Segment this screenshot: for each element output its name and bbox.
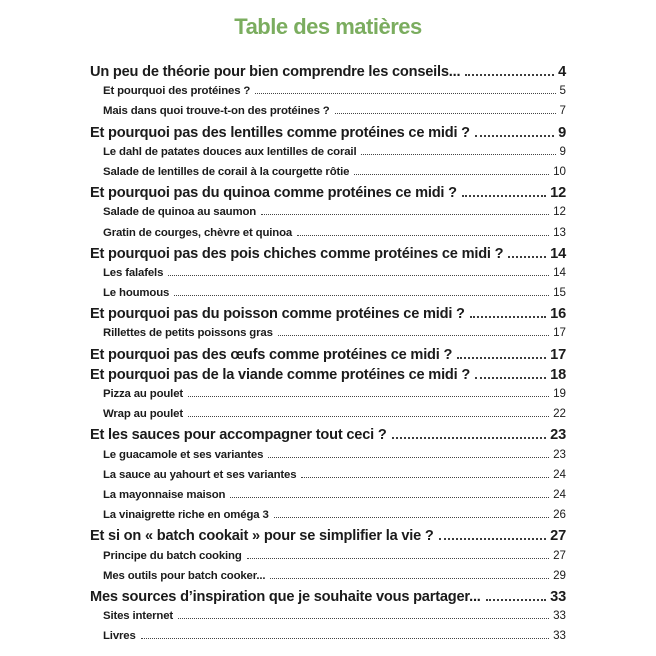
dotted-leader — [361, 154, 555, 155]
dotted-leader — [270, 578, 549, 579]
dotted-leader — [486, 599, 547, 601]
toc-entry-page: 26 — [553, 508, 566, 522]
toc-entry-label: Et pourquoi des protéines ? — [103, 85, 251, 98]
toc-entry-label: Et les sauces pour accompagner tout ceci ? — [90, 427, 387, 444]
toc-entry[interactable] — [90, 589, 566, 609]
toc-entry-label: Et pourquoi pas du quinoa comme protéines ce midi ? — [90, 185, 457, 202]
toc-entry-page: 15 — [553, 286, 566, 300]
toc-entry-label: Et pourquoi pas des pois chiches comme protéines ce midi ? — [90, 245, 504, 262]
toc-entry-label: Wrap au poulet — [103, 408, 183, 421]
toc-entry-label: Pizza au poulet — [103, 388, 184, 400]
toc-entry[interactable] — [90, 104, 566, 124]
toc-entry-page: 18 — [550, 366, 566, 383]
toc-entry-page: 7 — [559, 104, 566, 118]
table-of-contents — [90, 64, 566, 649]
toc-entry-page: 19 — [553, 387, 566, 400]
toc-entry-page: 33 — [550, 588, 566, 605]
dotted-leader — [247, 558, 549, 559]
toc-entry-label: Et si on « batch cookait » pour se simplifier la vie ? — [90, 528, 434, 545]
toc-entry[interactable] — [90, 347, 566, 367]
toc-entry-label: Et pourquoi pas des lentilles comme protéines ce midi ? — [90, 124, 470, 141]
toc-entry-label: Mes outils pour batch cooker... — [103, 569, 266, 582]
toc-entry-page: 12 — [553, 205, 566, 219]
dotted-leader — [168, 275, 549, 276]
dotted-leader — [392, 437, 547, 439]
toc-entry-label: Le guacamole et ses variantes — [103, 448, 264, 461]
toc-entry-page: 23 — [553, 447, 566, 461]
toc-entry-label: Et pourquoi pas du poisson comme protéines ce midi ? — [90, 306, 465, 323]
toc-entry-page: 22 — [553, 407, 566, 421]
toc-entry-label: Principe du batch cooking — [103, 549, 242, 562]
toc-entry-page: 4 — [558, 64, 566, 80]
dotted-leader — [178, 618, 549, 619]
toc-entry-label: Le dahl de patates douces aux lentilles de corail — [103, 145, 357, 158]
toc-entry-label: Les falafels — [103, 266, 164, 279]
toc-entry[interactable] — [90, 427, 566, 447]
dotted-leader — [465, 74, 554, 76]
toc-entry-label: Salade de quinoa au saumon — [103, 206, 257, 219]
toc-entry-page: 13 — [553, 225, 566, 239]
toc-entry[interactable] — [90, 387, 566, 407]
dotted-leader — [188, 416, 549, 417]
toc-entry-page: 27 — [550, 528, 566, 545]
dotted-leader — [354, 174, 549, 175]
toc-entry-page: 14 — [550, 245, 566, 262]
toc-entry[interactable] — [90, 367, 566, 387]
page-title: Table des matières — [234, 14, 422, 39]
dotted-leader — [462, 195, 546, 197]
toc-entry-page: 5 — [559, 84, 566, 98]
dotted-leader — [174, 295, 549, 296]
toc-entry-page: 9 — [559, 144, 566, 158]
dotted-leader — [335, 113, 556, 114]
toc-entry-page: 9 — [558, 124, 566, 141]
toc-entry-page: 24 — [553, 467, 566, 481]
toc-entry-page: 16 — [550, 306, 566, 323]
toc-entry[interactable] — [90, 205, 566, 225]
dotted-leader — [301, 477, 549, 478]
dotted-leader — [508, 256, 546, 258]
dotted-leader — [439, 538, 547, 540]
toc-entry-label: Mes sources d’inspiration que je souhaite vous partager... — [90, 588, 481, 605]
toc-entry-label: Et pourquoi pas des œufs comme protéines ce midi ? — [90, 346, 453, 363]
toc-entry[interactable] — [90, 508, 566, 528]
toc-entry[interactable] — [90, 84, 566, 104]
dotted-leader — [475, 377, 546, 379]
toc-entry[interactable] — [90, 286, 566, 306]
toc-entry-page: 33 — [553, 629, 566, 643]
toc-entry-label: Sites internet — [103, 610, 174, 623]
toc-entry[interactable] — [90, 185, 566, 205]
toc-entry-label: Et pourquoi pas de la viande comme protéines ce midi ? — [90, 366, 471, 383]
toc-entry-label: Le houmous — [103, 287, 170, 300]
toc-entry-label: Livres — [103, 630, 136, 643]
toc-entry-label: La sauce au yahourt et ses variantes — [103, 468, 297, 481]
toc-entry[interactable] — [90, 306, 566, 326]
dotted-leader — [470, 316, 546, 318]
dotted-leader — [188, 396, 549, 397]
toc-entry-label: Gratin de courges, chèvre et quinoa — [103, 226, 293, 239]
toc-entry[interactable] — [90, 528, 566, 548]
dotted-leader — [141, 638, 549, 639]
dotted-leader — [261, 214, 549, 215]
toc-entry-page: 33 — [553, 609, 566, 623]
dotted-leader — [297, 235, 549, 236]
toc-entry[interactable] — [90, 609, 566, 629]
toc-entry[interactable] — [90, 448, 566, 468]
toc-entry[interactable] — [90, 165, 566, 185]
toc-entry[interactable] — [90, 569, 566, 589]
toc-entry[interactable] — [90, 488, 566, 508]
toc-entry-label: La vinaigrette riche en oméga 3 — [103, 509, 269, 522]
toc-entry-page: 14 — [553, 265, 566, 279]
toc-entry[interactable] — [90, 629, 566, 649]
toc-entry[interactable] — [90, 246, 566, 266]
toc-entry-page: 27 — [553, 548, 566, 562]
toc-entry-page: 23 — [550, 427, 566, 444]
toc-entry-label: La mayonnaise maison — [103, 488, 226, 501]
dotted-leader — [475, 135, 554, 137]
toc-entry-page: 29 — [553, 568, 566, 582]
toc-entry[interactable] — [90, 226, 566, 246]
toc-entry[interactable] — [90, 145, 566, 165]
toc-entry[interactable] — [90, 468, 566, 488]
toc-entry-page: 10 — [553, 164, 566, 178]
toc-entry-label: Mais dans quoi trouve-t-on des protéines ? — [103, 105, 330, 118]
toc-entry-page: 12 — [550, 185, 566, 202]
toc-entry-label: Rillettes de petits poissons gras — [103, 327, 273, 340]
dotted-leader — [274, 517, 549, 518]
toc-entry[interactable] — [90, 266, 566, 286]
toc-entry[interactable] — [90, 549, 566, 569]
dotted-leader — [255, 93, 555, 94]
dotted-leader — [230, 497, 549, 498]
toc-entry-label: Un peu de théorie pour bien comprendre les conseils... — [90, 64, 461, 80]
toc-entry-page: 17 — [553, 326, 566, 340]
toc-entry[interactable] — [90, 326, 566, 346]
toc-entry[interactable] — [90, 64, 566, 84]
dotted-leader — [268, 457, 549, 458]
toc-entry-page: 24 — [553, 487, 566, 501]
toc-entry-page: 17 — [550, 346, 566, 363]
dotted-leader — [457, 357, 546, 359]
toc-entry-label: Salade de lentilles de corail à la courgette rôtie — [103, 165, 350, 178]
toc-entry[interactable] — [90, 407, 566, 427]
dotted-leader — [278, 335, 549, 336]
toc-entry[interactable] — [90, 125, 566, 145]
